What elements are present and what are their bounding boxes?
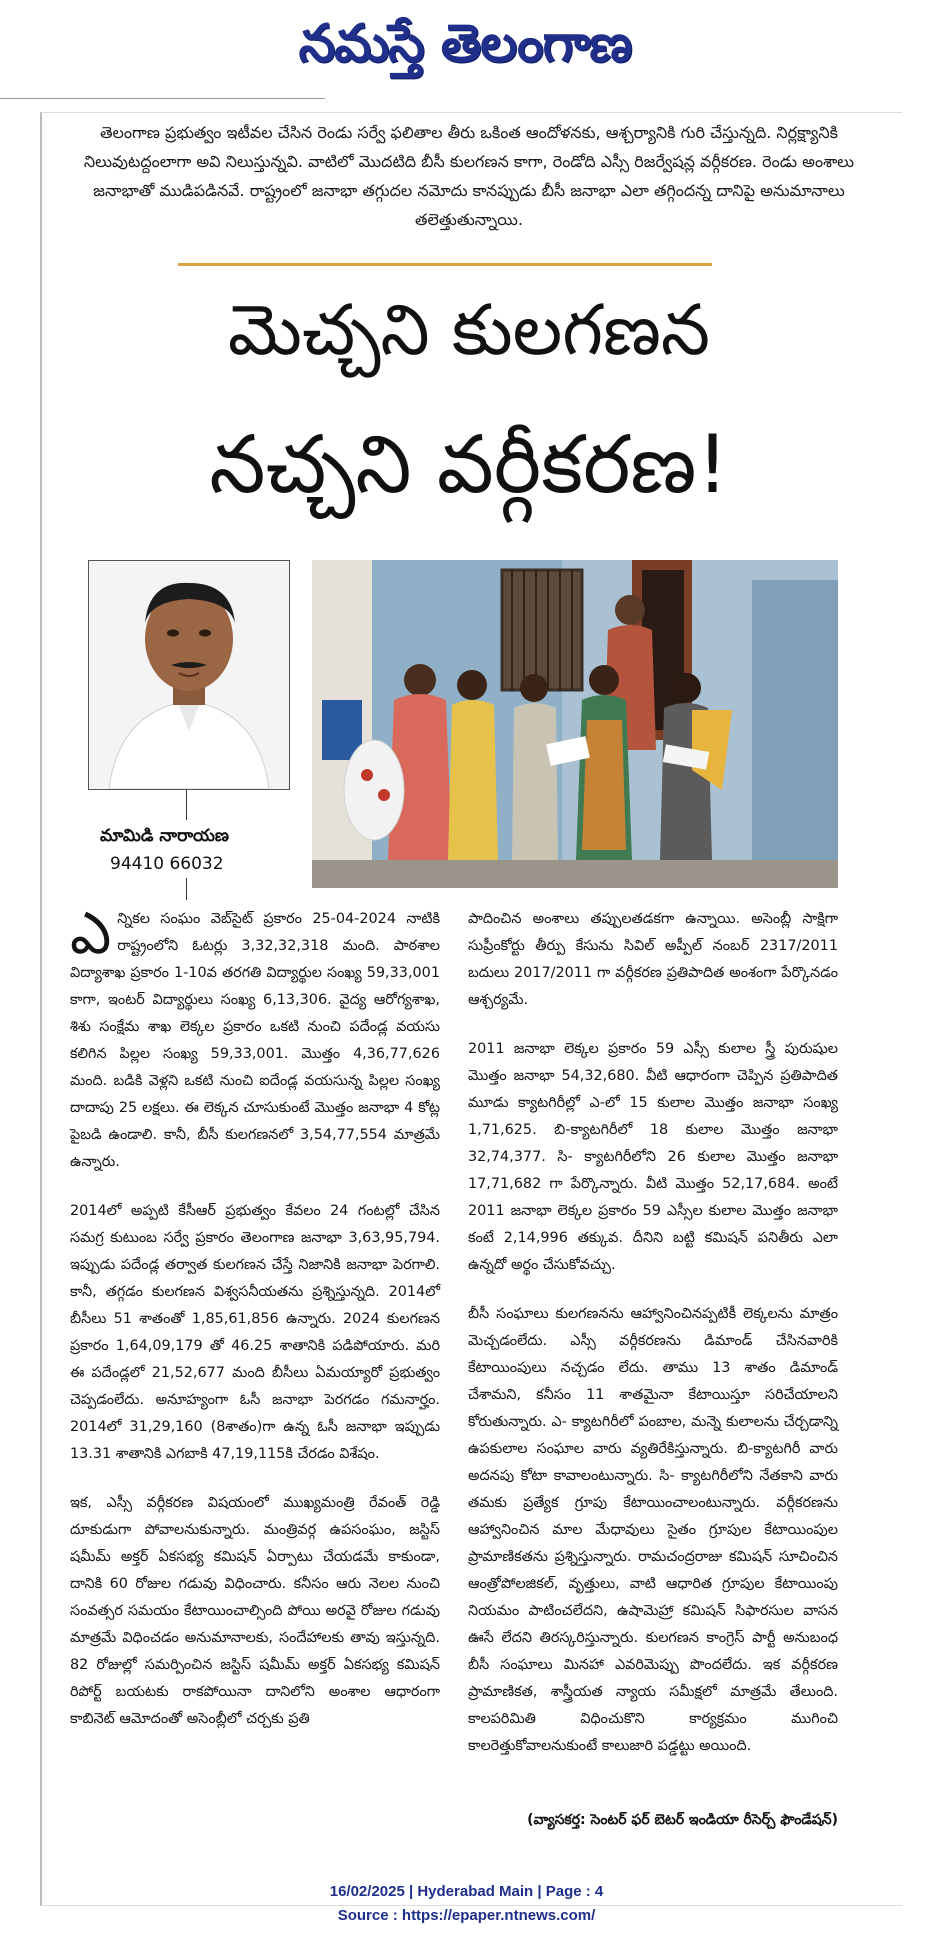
author-connector-top — [186, 790, 187, 820]
author-name: మామిడి నారాయణ — [100, 826, 229, 846]
article-paragraph: బీసీ సంఘాలు కులగణనను ఆహ్వానించినప్పటికీ లెక్కలను మాత్రం మెచ్చడంలేదు. ఎస్సీ వర్గీకరణను డిమాండ్ చేసినవారికి కేటాయింపులు నచ్చడం లేదు. తాము 13 శాతం డిమాండ్ చేశామని, కనీసం 11 శాతమైనా కేటాయిస్తూ సరిచేయాలని కోరుతున్నారు. ఎ- క్యాటగిరీలో పంబాల, మన్నె కులాలను చేర్చడాన్ని ఉపకులాల సంఘాల వారు వ్యతిరేకిస్తున్నారు. బి-క్యాటగిరీ వారు అదనపు కోటా కావాలంటున్నారు. సి- క్యాటగిరీలోని నేతకాని వారు తమకు ప్రత్యేక గ్రూపు కేటాయించాలంటున్నారు. వర్గీకరణను ఆహ్వానించిన మాల మేధావులు సైతం గ్రూపుల కేటాయింపుల ప్రామాణికతను ప్రశ్నిస్తున్నారు. రామచంద్రరాజు కమిషన్ సూచించిన ఆంత్రోపోలజికల్, వృత్తులు, వాటి ఆధారిత గ్రూపుల కేటాయింపు నియమం పాటించలేదని, ఉషామెహ్రా కమిషన్ సిఫారసుల వాసన ఊసే లేదని తిరస్కరిస్తున్నారు. కులగణన కాంగ్రెస్ పార్టీ అనుబంధ బీసీ సంఘాలు మినహా ఎవరిమెప్పు పొందలేదు. ఇక వర్గీకరణ ప్రామాణికత, శాస్త్రీయత న్యాయ సమీక్షలో మాత్రమే తేలుంది. కాలపరిమితి విధించుకొని కార్యక్రమం ముగించి కాలరెత్తుకోవాలనుకుంటే కాలుజారి పడ్డట్టు అయింది. — [468, 1306, 838, 1754]
author-credit: (వ్యాసకర్త: సెంటర్ ఫర్ బెటర్ ఇండియా రీసెర్చ్ ఫౌండేషన్) — [527, 1812, 838, 1828]
article-column-right — [468, 906, 838, 1782]
article-paragraph: 2011 జనాభా లెక్కల ప్రకారం 59 ఎస్సీ కులాల స్త్రీ పురుషుల మొత్తం జనాభా 54,32,680. వీటి ఆధారంగా చెప్పిన ప్రతిపాదిత మూడు క్యాటగిరీల్లో ఎ-లో 15 కులాల మొత్తం జనాభా సంఖ్య 1,71,625. బి-క్యాటగిరీలో 18 కులాల మొత్తం జనాభా 32,74,377. సి- క్యాటగిరీలోని 26 కులాల మొత్తం జనాభా 17,71,682 గా పేర్కొన్నారు. వీటి మొత్తం 52,17,684. అంటే 2011 జనాభా లెక్కల ప్రకారం 59 ఎస్సీల కులాల మొత్తం జనాభా కంటే 2,14,996 తక్కువ. దీనిని బట్టి కమిషన్ పనితీరు ఎలా ఉన్నదో అర్థం చేసుకోవచ్చు. — [468, 1041, 838, 1273]
survey-scene-illustration — [312, 560, 838, 888]
author-photo — [88, 560, 290, 790]
newspaper-logo: నమస్తే తెలంగాణ — [298, 14, 632, 74]
author-phone: 94410 66032 — [110, 854, 224, 874]
intro-divider — [178, 263, 712, 266]
masthead — [0, 0, 933, 100]
edition-info: 16/02/2025 | Hyderabad Main | Page : 4 — [329, 1883, 604, 1900]
survey-team-photo — [312, 560, 838, 888]
article-paragraph: పాదించిన అంశాలు తప్పులతడకగా ఉన్నాయి. అసెంబ్లీ సాక్షిగా సుప్రీంకోర్టు తీర్పు కేసును సివిల్ అప్పీల్ నంబర్ 2317/2011 బదులు 2017/2011 గా వర్గీకరణ ప్రతిపాదిత అంశంగా పేర్కొనడం ఆశ్చర్యమే. — [468, 911, 838, 1008]
dropcap-letter: ఎ — [70, 899, 112, 967]
article-paragraph — [70, 899, 440, 1176]
masthead-divider — [0, 98, 325, 99]
source-link[interactable]: Source : https://epaper.ntnews.com/ — [337, 1907, 596, 1924]
paragraph-text: న్నికల సంఘం వెబ్‌సైట్ ప్రకారం 25-04-2024 నాటికి రాష్ట్రంలోని ఓటర్లు 3,32,32,318 మంది. పాఠశాల విద్యాశాఖ ప్రకారం 1-10వ తరగతి విద్యార్థుల సంఖ్య 59,33,001 కాగా, ఇంటర్ విద్యార్థులు సంఖ్య 6,13,306. వైద్య ఆరోగ్యశాఖ, శిశు సంక్షేమ శాఖ లెక్కల ప్రకారం ఒకటి నుంచి పదేండ్ల వయసు కలిగిన పిల్లల సంఖ్య 59,33,001. మొత్తం 4,36,77,626 మంది. బడికి వెళ్లని ఒకటి నుంచి ఐదేండ్ల వయసున్న పిల్లల సంఖ్య దాదాపు 25 లక్షలు. ఈ లెక్కన చూసుకుంటే మొత్తం జనాభా 4 కోట్ల పైబడి ఉండాలి. కానీ, బీసీ కులగణనలో 3,54,77,554 మాత్రమే ఉన్నారు. — [70, 911, 440, 1170]
article-column-left — [70, 899, 440, 1755]
headline-line-2: నచ్చని వర్గీకరణ! — [209, 418, 729, 511]
author-portrait-illustration — [89, 561, 289, 789]
article-paragraph: 2014లో అప్పటి కేసీఆర్ ప్రభుత్వం కేవలం 24 గంటల్లో చేసిన సమగ్ర కుటుంబ సర్వే ప్రకారం తెలంగాణ జనాభా 3,63,95,794. ఇప్పుడు పదేండ్ల తర్వాత కులగణన చేస్తే నిజానికి జనాభా పెరగాలి. కానీ, తగ్గడం కులగణన విశ్వసనీయతను ప్రశ్నిస్తున్నది. 2014లో బీసీలు 51 శాతంతో 1,85,61,856 ఉన్నారు. 2024 కులగణన ప్రకారం 1,64,09,179 తో 46.25 శాతానికి పడిపోయారు. మరి ఈ పదేండ్లలో 21,52,677 మంది బీసీలు ఏమయ్యారో ప్రభుత్వం చెప్పడంలేదు. అనూహ్యంగా ఓసీ జనాభా పెరగడం గమనార్హం. 2014లో 31,29,160 (8శాతం)గా ఉన్న ఓసీ జనాభా ఇప్పుడు 13.31 శాతానికి ఎగబాకి 47,19,115కి చేరడం విశేషం. — [70, 1203, 440, 1462]
page-footer — [0, 1880, 933, 1928]
headline-line-1: మెచ్చని కులగణన — [227, 289, 711, 371]
article-intro: తెలంగాణ ప్రభుత్వం ఇటీవల చేసిన రెండు సర్వే ఫలితాల తీరు ఒకింత ఆందోళనకు, ఆశ్చర్యానికి గురి చేస్తున్నది. నిర్లక్ష్యానికి నిలువుటద్దంలాగా అవి నిలుస్తున్నవి. వాటిలో మొదటిది బీసీ కులగణన కాగా, రెండోది ఎస్సీ రిజర్వేషన్ల వర్గీకరణ. రెండు అంశాలు జనాభాతో ముడిపడినవే. రాష్ట్రంలో జనాభా తగ్గుదల నమోదు కానప్పుడు బీసీ జనాభా ఎలా తగ్గిందన్న దానిపై అనుమానాలు తలెత్తుతున్నాయి. — [83, 123, 855, 229]
author-connector-bottom — [186, 878, 187, 900]
article-paragraph: ఇక, ఎస్సీ వర్గీకరణ విషయంలో ముఖ్యమంత్రి రేవంత్ రెడ్డి దూకుడుగా పోవాలనుకున్నారు. మంత్రివర్గ ఉపసంఘం, జస్టిస్ షమీమ్ అక్తర్ ఏకసభ్య కమిషన్ ఏర్పాటు చేయడమే కాకుండా, దానికి 60 రోజుల గడువు విధించారు. కనీసం ఆరు నెలల నుంచి సంవత్సర సమయం కేటాయించాల్సింది పోయి అరవై రోజుల గడువు మాత్రమే విధించడం అనుమానాలకు, సందేహాలకు తావు ఇస్తున్నది. 82 రోజుల్లో సమర్పించిన జస్టిస్ షమీమ్ అక్తర్ ఏకసభ్య కమిషన్ రిపోర్ట్ బయటకు రాకపోయినా దానిలోని అంశాల ఆధారంగా కాబినెట్ ఆమోదంతో అసెంబ్లీలో చర్చకు ప్రతి — [70, 1495, 440, 1727]
